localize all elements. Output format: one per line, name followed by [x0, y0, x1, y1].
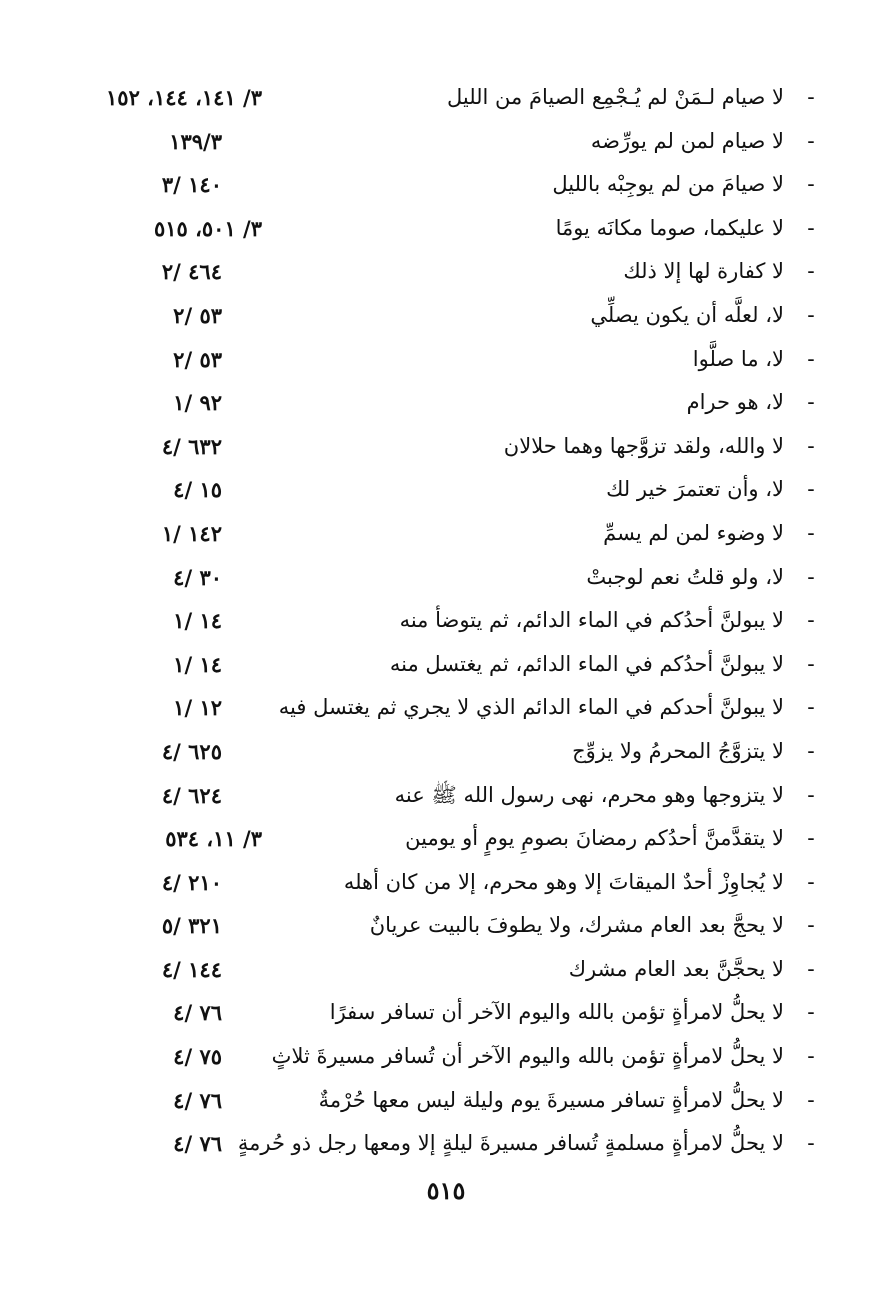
- entry-reference: ١٤ /١: [173, 608, 222, 634]
- entry-bullet: -: [807, 826, 815, 852]
- index-entry: [70, 294, 822, 338]
- entry-bullet: -: [807, 782, 815, 808]
- entry-bullet: -: [807, 259, 815, 285]
- entry-text: لا صيام لمن لم يورِّضه: [590, 128, 784, 153]
- entry-text: لا، ما صلَّوا: [692, 346, 784, 371]
- entry-text: لا كفارة لها إلا ذلك: [623, 259, 784, 284]
- entry-reference: ٣/ ١٤١، ١٤٤، ١٥٢: [106, 85, 262, 110]
- index-entry: [70, 425, 822, 469]
- entry-reference: ٤٦٤ /٢: [161, 259, 222, 285]
- index-entry: [70, 991, 822, 1035]
- entry-reference: ٧٦ /٤: [173, 1131, 222, 1157]
- index-entry: [70, 774, 822, 818]
- entry-bullet: -: [807, 215, 815, 241]
- entry-reference: ١٤٠ /٣: [161, 172, 222, 198]
- index-entry: [70, 381, 822, 425]
- entry-reference: ٧٥ /٤: [173, 1044, 222, 1070]
- index-entry: [70, 1079, 822, 1123]
- index-entry: [70, 338, 822, 382]
- entry-bullet: -: [807, 913, 815, 939]
- index-entry: [70, 599, 822, 643]
- entry-text: لا يتزوجها وهو محرم، نهى رسول الله ﷺ عنه: [394, 782, 784, 807]
- entry-bullet: -: [807, 390, 815, 416]
- entry-bullet: -: [807, 477, 815, 503]
- entry-text: لا يحلُّ لامرأةٍ تؤمن بالله واليوم الآخر أن تسافر سفرًا: [329, 1000, 784, 1025]
- entry-text: لا، لعلَّه أن يكون يصلِّي: [590, 302, 784, 327]
- entry-text: لا يحجَّنَّ بعد العام مشرك: [568, 956, 784, 981]
- entry-reference: ٣٢١ /٥: [161, 913, 222, 939]
- entry-bullet: -: [807, 172, 815, 198]
- entry-text: لا وضوء لمن لم يسمِّ: [603, 520, 784, 545]
- entry-text: لا صيام لـمَنْ لم يُـجْمِع الصيامَ من الليل: [446, 85, 784, 109]
- index-entry: [70, 76, 822, 120]
- entry-bullet: -: [807, 1087, 815, 1113]
- entry-bullet: -: [807, 695, 815, 721]
- entry-reference: ١٣٩/٣: [169, 128, 222, 154]
- entry-text: لا، ولو قلتُ نعم لوجبتْ: [586, 564, 784, 589]
- entry-reference: ١٤ /١: [173, 651, 222, 677]
- entry-bullet: -: [807, 128, 815, 154]
- entry-text: لا عليكما، صوما مكانَه يومًا: [555, 215, 784, 240]
- entry-reference: ١٥ /٤: [173, 477, 222, 503]
- index-entry: [70, 643, 822, 687]
- index-entry: [70, 904, 822, 948]
- index-entry: [70, 861, 822, 905]
- index-entry: [70, 730, 822, 774]
- entry-text: لا يبولنَّ أحدكم في الماء الدائم الذي لا يجري ثم يغتسل فيه: [278, 695, 784, 720]
- page-number: ٥١٥: [426, 1176, 466, 1205]
- entry-bullet: -: [807, 564, 815, 590]
- entry-reference: ٥٣ /٢: [173, 346, 222, 372]
- entry-bullet: -: [807, 85, 815, 110]
- index-entry: [70, 468, 822, 512]
- index-entry: [70, 512, 822, 556]
- entry-reference: ٦٢٥ /٤: [161, 738, 222, 764]
- entry-reference: ٣٠ /٤: [173, 564, 222, 590]
- entry-reference: ٦٢٤ /٤: [161, 782, 222, 808]
- entry-bullet: -: [807, 956, 815, 982]
- entry-text: لا يُجاوِزْ أحدٌ الميقاتَ إلا وهو محرم، إلا من كان أهله: [343, 869, 784, 894]
- entry-reference: ١٢ /١: [173, 695, 222, 721]
- entry-text: لا، هو حرام: [686, 390, 784, 415]
- entry-reference: ٧٦ /٤: [173, 1000, 222, 1026]
- entry-text: لا يتقدَّمنَّ أحدُكم رمضانَ بصومِ يومٍ أو يومين: [405, 826, 784, 851]
- entry-bullet: -: [807, 520, 815, 546]
- index-entry: [70, 207, 822, 251]
- entry-bullet: -: [807, 346, 815, 372]
- index-entry: [70, 163, 822, 207]
- entry-bullet: -: [807, 1044, 815, 1070]
- entry-bullet: -: [807, 738, 815, 764]
- entry-reference: ٦٣٢ /٤: [161, 433, 222, 459]
- entry-text: لا يتزوَّجُ المحرمُ ولا يزوِّج: [572, 738, 784, 763]
- index-entry: [70, 556, 822, 600]
- entry-text: لا يحلُّ لامرأةٍ مسلمةٍ تُسافر مسيرةَ ليلةٍ إلا ومعها رجل ذو حُرمةٍ: [237, 1131, 784, 1156]
- entry-reference: ٣/ ٥٠١، ٥١٥: [153, 215, 262, 241]
- entry-reference: ٧٦ /٤: [173, 1087, 222, 1113]
- index-entry: [70, 120, 822, 164]
- entry-text: لا صيامَ من لم يوجِبْه بالليل: [552, 172, 784, 197]
- entry-bullet: -: [807, 869, 815, 895]
- entry-text: لا يحجَّ بعد العام مشرك، ولا يطوفَ بالبيت عريانٌ: [369, 913, 784, 938]
- entry-text: لا والله، ولقد تزوَّجها وهما حلالان: [503, 433, 784, 458]
- entry-text: لا يحلُّ لامرأةٍ تسافر مسيرةَ يوم وليلة ليس معها حُرْمةٌ: [318, 1087, 784, 1112]
- index-entry: [70, 817, 822, 861]
- index-entry: [70, 948, 822, 992]
- entry-reference: ١٤٢ /١: [161, 520, 222, 546]
- entry-reference: ١٤٤ /٤: [161, 956, 222, 982]
- entry-text: لا، وأن تعتمرَ خير لك: [606, 477, 784, 502]
- entry-bullet: -: [807, 1131, 815, 1157]
- entry-bullet: -: [807, 433, 815, 459]
- entry-bullet: -: [807, 302, 815, 328]
- entry-text: لا يبولنَّ أحدُكم في الماء الدائم، ثم يغتسل منه: [389, 651, 784, 676]
- entry-text: لا يبولنَّ أحدُكم في الماء الدائم، ثم يتوضأ منه: [399, 608, 784, 633]
- hadith-index-list: [70, 76, 822, 1166]
- index-entry: [70, 1035, 822, 1079]
- index-entry: [70, 1122, 822, 1166]
- entry-reference: ٥٣ /٢: [173, 302, 222, 328]
- entry-bullet: -: [807, 651, 815, 677]
- entry-text: لا يحلُّ لامرأةٍ تؤمن بالله واليوم الآخر أن تُسافر مسيرةَ ثلاثٍ: [271, 1044, 784, 1069]
- index-entry: [70, 250, 822, 294]
- index-entry: [70, 686, 822, 730]
- entry-reference: ٣/ ١١، ٥٣٤: [165, 826, 262, 852]
- entry-bullet: -: [807, 1000, 815, 1026]
- entry-reference: ٩٢ /١: [173, 390, 222, 416]
- entry-reference: ٢١٠ /٤: [161, 869, 222, 895]
- entry-bullet: -: [807, 608, 815, 634]
